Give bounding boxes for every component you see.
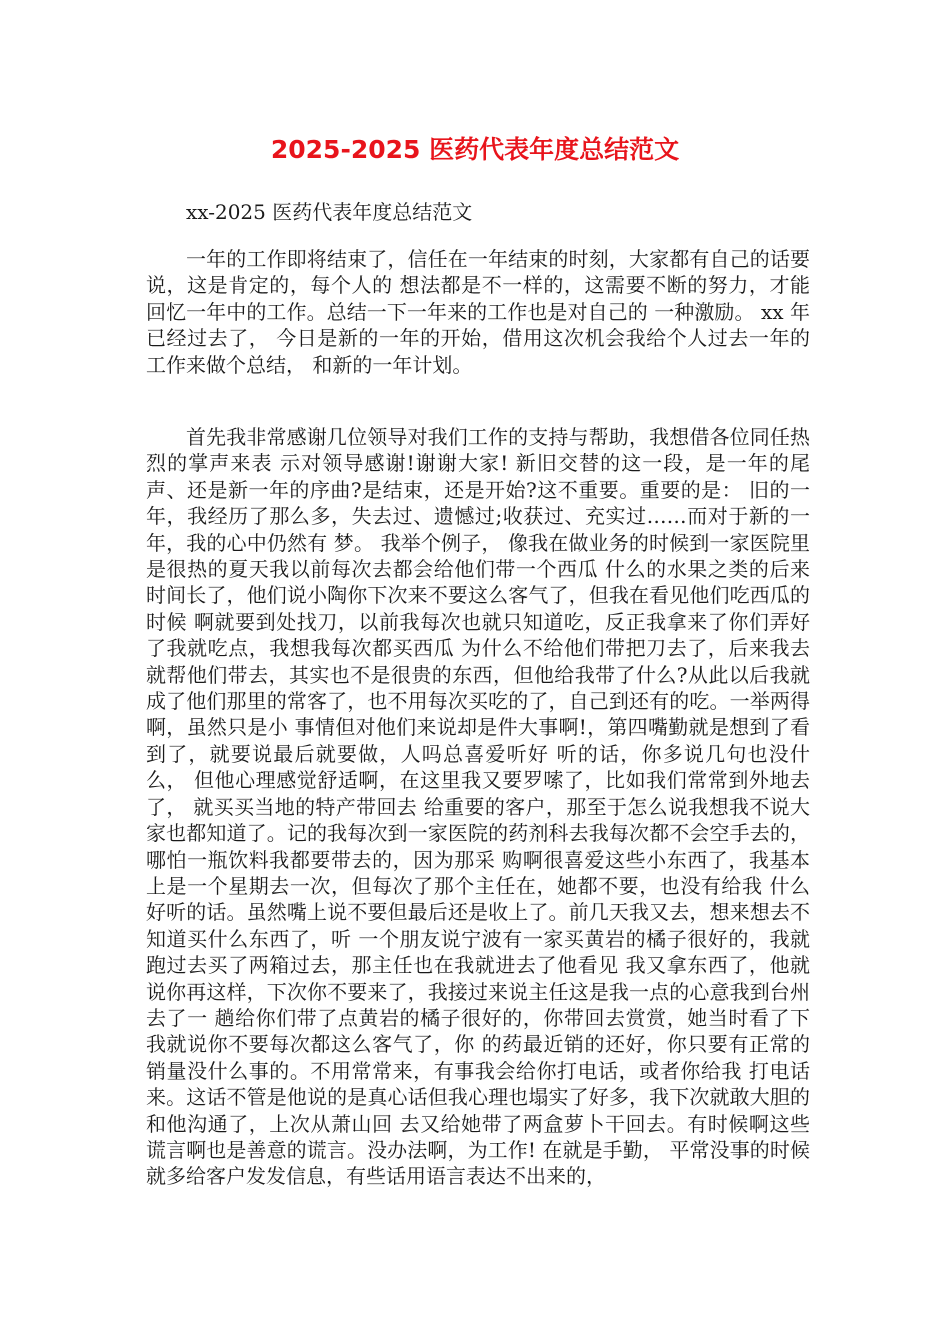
paragraph-intro: 一年的工作即将结束了，信任在一年结束的时刻，大家都有自己的话要说，这是肯定的，每个人的 想法都是不一样的，这需要不断的努力，才能回忆一年中的工作。总结一下一年来的工作也是对自己的 一种激励。 xx 年已经过去了， 今日是新的一年的开始，借用这次机会我给个人过去一年的工作来做个总结， 和新的一年计划。 (146, 247, 810, 377)
document-subtitle: xx-2025 医药代表年度总结范文 (186, 200, 473, 224)
document-title: 2025-2025 医药代表年度总结范文 (270, 135, 680, 164)
paragraph-main: 首先我非常感谢几位领导对我们工作的支持与帮助，我想借各位同任热烈的掌声来表 示对领导感谢!谢谢大家! 新旧交替的这一段，是一年的尾声、还是新一年的序曲?是结束，还是开始?这不重要。重要的是： 旧的一年，我经历了那么多，失去过、遗憾过;收获过、充实过……而对于新的一年，我的心中仍然有 梦。 我举个例子， 像我在做业务的时候到一家医院里是很热的夏天我以前每次去都会给他们带一个西瓜 什么的水果之类的后来时间长了，他们说小陶你下次来不要这么客气了，但我在看见他们吃西瓜的时候 啊就要到处找刀，以前我每次也就只知道吃，反正我拿来了你们弄好了我就吃点，我想我每次都买西瓜 为什么不给他们带把刀去了，后来我去就帮他们带去，其实也不是很贵的东西，但他给我带了什么?从此以后我就成了他们那里的常客了，也不用每次买吃的了，自己到还有的吃。一举两得啊，虽然只是小 事情但对他们来说却是件大事啊!，第四嘴勤就是想到了看到了，就要说最后就要做，人吗总喜爱听好 听的话，你多说几句也没什么， 但他心理感觉舒适啊，在这里我又要罗嗦了，比如我们常常到外地去了， 就买买当地的特产带回去 给重要的客户，那至于怎么说我想我不说大家也都知道了。记的我每次到一家医院的药剂科去我每次都不会空手去的，哪怕一瓶饮料我都要带去的，因为那采 购啊很喜爱这些小东西了，我基本上是一个星期去一次，但每次了那个主任在，她都不要，也没有给我 什么好听的话。虽然嘴上说不要但最后还是收上了。前几天我又去，想来想去不知道买什么东西了，听 一个朋友说宁波有一家买黄岩的橘子很好的，我就跑过去买了两箱过去，那主任也在我就进去了他看见 我又拿东西了，他就说你再这样，下次你不要来了，我接过来说主任这是我一点的心意我到台州去了一 趟给你们带了点黄岩的橘子很好的，你带回去赏赏，她当时看了下我就说你不要每次都这么客气了，你 的药最近销的还好，你只要有正常的销量没什么事的。不用常常来，有事我会给你打电话，或者你给我 打电话来。这话不管是他说的是真心话但我心理也塌实了好多，我下次就敢大胆的和他沟通了，上次从萧山回 去又给她带了两盒萝卜干回去。有时候啊这些谎言啊也是善意的谎言。没办法啊，为工作! 在就是手勤， 平常没事的时候就多给客户发发信息，有些话用语言表达不出来的， (146, 425, 810, 1189)
